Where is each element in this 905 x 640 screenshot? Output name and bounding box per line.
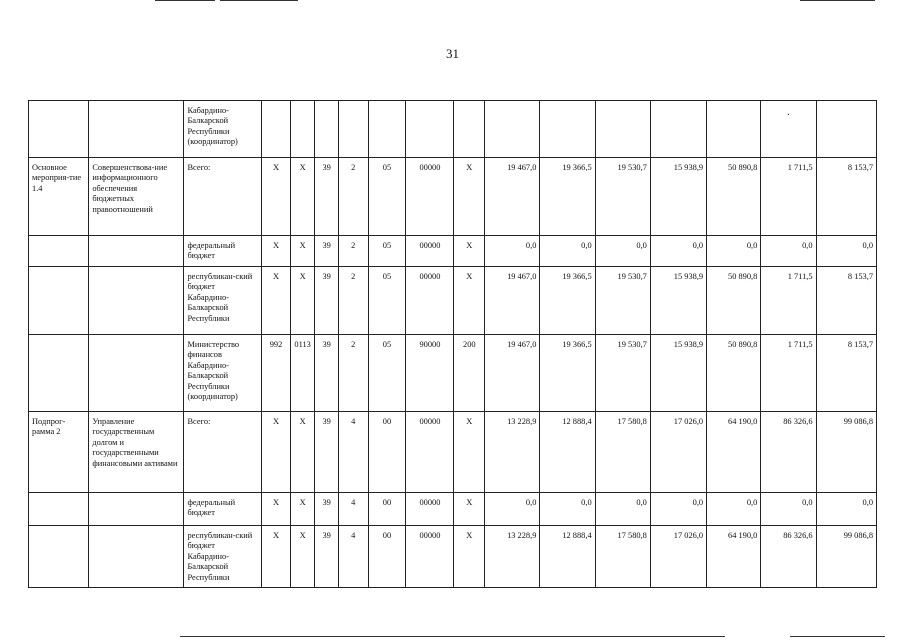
year-value-cell: 99 086,8 [816, 412, 876, 493]
gp-code-cell: 39 [315, 158, 339, 236]
vr-code-cell: Х [454, 493, 485, 526]
funding-source-cell: федеральный бюджет [184, 493, 262, 526]
cs-code-cell: 00000 [406, 267, 454, 335]
status-cell: Основное мероприя-тие 1.4 [29, 158, 89, 236]
grbs-code-cell: Х [262, 158, 291, 236]
om-code-cell: 05 [368, 236, 406, 267]
year-value-cell: 8 153,7 [816, 335, 876, 412]
rzpr-code-cell: Х [290, 267, 315, 335]
scan-edge-line [800, 0, 875, 1]
rzpr-code-cell: Х [290, 526, 315, 588]
gp-code-cell: 39 [315, 236, 339, 267]
year-value-cell: 19 366,5 [540, 158, 595, 236]
name-cell [89, 267, 184, 335]
page-number: 31 [446, 46, 459, 61]
pgp-code-cell: 2 [338, 158, 368, 236]
year-value-cell: 8 153,7 [816, 158, 876, 236]
rzpr-code-cell: Х [290, 236, 315, 267]
funding-source-cell: Кабардино-Балкарской Республики (координатор) [184, 101, 262, 158]
scan-edge-line [180, 636, 725, 637]
name-cell [89, 335, 184, 412]
name-cell: Совершенствова-ние информационного обеспечения бюджетных правоотношений [89, 158, 184, 236]
year-value-cell: 50 890,8 [707, 335, 761, 412]
table-row [29, 236, 877, 267]
status-cell [29, 493, 89, 526]
year-value-cell: 0,0 [650, 236, 706, 267]
status-cell [29, 267, 89, 335]
vr-code-cell [454, 101, 485, 158]
year-value-cell: 0,0 [595, 236, 650, 267]
pgp-code-cell: 4 [338, 493, 368, 526]
om-code-cell [368, 101, 406, 158]
om-code-cell: 00 [368, 493, 406, 526]
year-value-cell: 0,0 [761, 493, 816, 526]
table-row [29, 493, 877, 526]
year-value-cell [816, 101, 876, 158]
pgp-code-cell: 2 [338, 236, 368, 267]
year-value-cell: 1 711,5 [761, 158, 816, 236]
vr-code-cell: Х [454, 236, 485, 267]
rzpr-code-cell: Х [290, 158, 315, 236]
cs-code-cell: 00000 [406, 412, 454, 493]
status-cell [29, 236, 89, 267]
year-value-cell: 0,0 [707, 236, 761, 267]
name-cell [89, 493, 184, 526]
year-value-cell: 19 467,0 [485, 158, 540, 236]
year-value-cell: 0,0 [485, 493, 540, 526]
year-value-cell: 17 026,0 [650, 412, 706, 493]
year-value-cell: 0,0 [485, 236, 540, 267]
year-value-cell [595, 101, 650, 158]
year-value-cell: 19 366,5 [540, 267, 595, 335]
cs-code-cell: 00000 [406, 526, 454, 588]
year-value-cell: 0,0 [595, 493, 650, 526]
year-value-cell: 64 190,0 [707, 412, 761, 493]
pgp-code-cell: 2 [338, 335, 368, 412]
year-value-cell: 99 086,8 [816, 526, 876, 588]
grbs-code-cell: 992 [262, 335, 291, 412]
om-code-cell: 05 [368, 335, 406, 412]
gp-code-cell [315, 101, 339, 158]
year-value-cell: 19 467,0 [485, 335, 540, 412]
scan-dot-mark: · [786, 110, 791, 121]
cs-code-cell: 00000 [406, 493, 454, 526]
year-value-cell: 13 228,9 [485, 526, 540, 588]
gp-code-cell: 39 [315, 335, 339, 412]
cs-code-cell: 00000 [406, 158, 454, 236]
grbs-code-cell: Х [262, 526, 291, 588]
funding-source-cell: республикан-ский бюджет Кабардино-Балкарской Республики [184, 526, 262, 588]
grbs-code-cell: Х [262, 267, 291, 335]
name-cell: Управление государственным долгом и государственными финансовыми активами [89, 412, 184, 493]
status-cell [29, 526, 89, 588]
name-cell [89, 101, 184, 158]
year-value-cell: 1 711,5 [761, 267, 816, 335]
funding-source-cell: Всего: [184, 158, 262, 236]
year-value-cell: 0,0 [816, 236, 876, 267]
pgp-code-cell: 2 [338, 267, 368, 335]
gp-code-cell: 39 [315, 493, 339, 526]
grbs-code-cell: Х [262, 412, 291, 493]
budget-table [28, 100, 877, 588]
rzpr-code-cell: Х [290, 493, 315, 526]
year-value-cell [485, 101, 540, 158]
scan-edge-line [790, 636, 885, 637]
year-value-cell: 86 326,6 [761, 526, 816, 588]
year-value-cell [761, 101, 816, 158]
year-value-cell: 0,0 [761, 236, 816, 267]
year-value-cell: 17 580,8 [595, 526, 650, 588]
year-value-cell: 0,0 [540, 493, 595, 526]
status-cell: Подпрог-рамма 2 [29, 412, 89, 493]
year-value-cell: 15 938,9 [650, 335, 706, 412]
year-value-cell: 50 890,8 [707, 158, 761, 236]
year-value-cell: 13 228,9 [485, 412, 540, 493]
status-cell [29, 335, 89, 412]
year-value-cell: 19 467,0 [485, 267, 540, 335]
funding-source-cell: федеральный бюджет [184, 236, 262, 267]
funding-source-cell: Министерство финансов Кабардино-Балкарской Республики (координатор) [184, 335, 262, 412]
year-value-cell: 64 190,0 [707, 526, 761, 588]
table-row [29, 526, 877, 588]
year-value-cell: 0,0 [816, 493, 876, 526]
scan-edge-line [220, 0, 298, 1]
cs-code-cell: 90000 [406, 335, 454, 412]
vr-code-cell: Х [454, 526, 485, 588]
year-value-cell: 0,0 [650, 493, 706, 526]
cs-code-cell [406, 101, 454, 158]
year-value-cell: 12 888,4 [540, 412, 595, 493]
year-value-cell: 15 938,9 [650, 158, 706, 236]
grbs-code-cell: Х [262, 493, 291, 526]
table-row [29, 335, 877, 412]
table-row [29, 267, 877, 335]
year-value-cell: 17 580,8 [595, 412, 650, 493]
year-value-cell: 1 711,5 [761, 335, 816, 412]
table-row [29, 158, 877, 236]
year-value-cell [540, 101, 595, 158]
gp-code-cell: 39 [315, 267, 339, 335]
vr-code-cell: Х [454, 412, 485, 493]
rzpr-code-cell [290, 101, 315, 158]
gp-code-cell: 39 [315, 412, 339, 493]
year-value-cell: 19 530,7 [595, 267, 650, 335]
year-value-cell [650, 101, 706, 158]
year-value-cell: 19 530,7 [595, 335, 650, 412]
year-value-cell: 0,0 [540, 236, 595, 267]
year-value-cell: 50 890,8 [707, 267, 761, 335]
year-value-cell: 15 938,9 [650, 267, 706, 335]
om-code-cell: 00 [368, 412, 406, 493]
om-code-cell: 05 [368, 267, 406, 335]
pgp-code-cell: 4 [338, 526, 368, 588]
funding-source-cell: Всего: [184, 412, 262, 493]
rzpr-code-cell: 0113 [290, 335, 315, 412]
year-value-cell: 19 366,5 [540, 335, 595, 412]
cs-code-cell: 00000 [406, 236, 454, 267]
vr-code-cell: 200 [454, 335, 485, 412]
status-cell [29, 101, 89, 158]
year-value-cell: 12 888,4 [540, 526, 595, 588]
name-cell [89, 526, 184, 588]
grbs-code-cell: Х [262, 236, 291, 267]
name-cell [89, 236, 184, 267]
pgp-code-cell [338, 101, 368, 158]
scan-edge-line [155, 0, 215, 1]
funding-source-cell: республикан-ский бюджет Кабардино-Балкарской Республики [184, 267, 262, 335]
year-value-cell [707, 101, 761, 158]
om-code-cell: 00 [368, 526, 406, 588]
vr-code-cell: Х [454, 158, 485, 236]
year-value-cell: 86 326,6 [761, 412, 816, 493]
vr-code-cell: Х [454, 267, 485, 335]
gp-code-cell: 39 [315, 526, 339, 588]
rzpr-code-cell: Х [290, 412, 315, 493]
om-code-cell: 05 [368, 158, 406, 236]
grbs-code-cell [262, 101, 291, 158]
year-value-cell: 8 153,7 [816, 267, 876, 335]
year-value-cell: 19 530,7 [595, 158, 650, 236]
year-value-cell: 17 026,0 [650, 526, 706, 588]
pgp-code-cell: 4 [338, 412, 368, 493]
table-row [29, 412, 877, 493]
year-value-cell: 0,0 [707, 493, 761, 526]
table-row [29, 101, 877, 158]
